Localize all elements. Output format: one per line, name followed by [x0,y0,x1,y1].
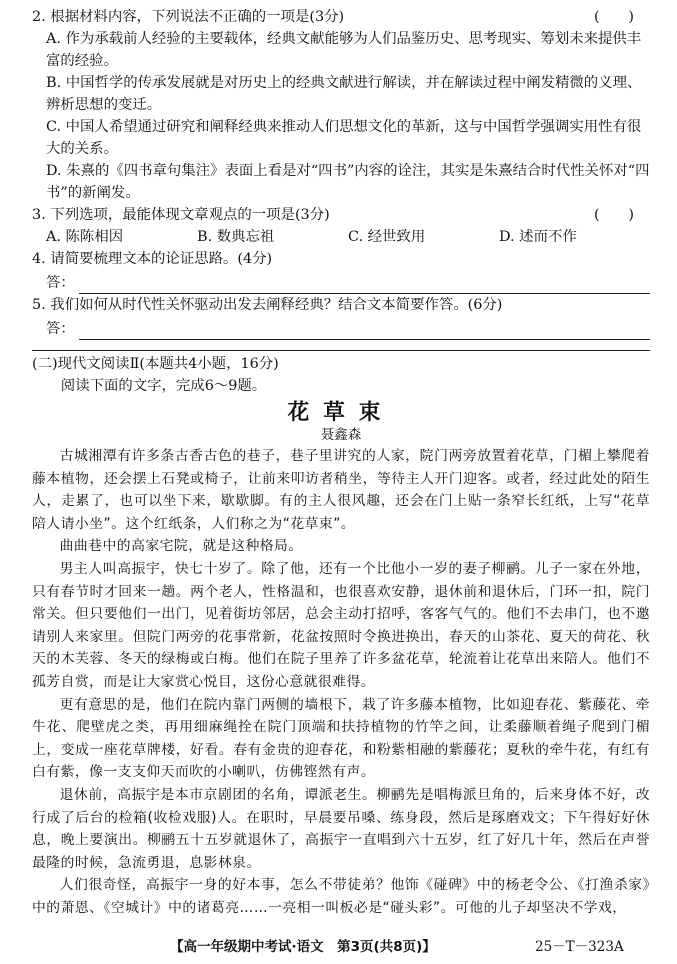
answer-label: 答： [46,275,75,291]
answer-rule [79,277,650,294]
paragraph: 古城湘潭有许多条古香古色的巷子，巷子里讲究的人家，院门两旁放置着花草，门楣上攀爬着藤本植物，还会摆上石凳或椅子，让前来叩访者稍坐，等待主人开门迎客。或者，经过此处的陌生人，走累了，也可以坐下来，歇歇脚。有的主人很风趣，还会在门上贴一条窄长红纸，上写“花草陪人请小坐”。这个红纸条，人们称之为“花草束”。 [32,448,650,532]
option-c: C. 中国人希望通过研究和阐释经典来推动人们思想文化的革新，这与中国哲学强调实用性有很大的关系。 [46,119,642,157]
answer-rule-extra[interactable] [32,340,650,351]
question-3-stem: 3. 下列选项，最能体现文章观点的一项是(3分) [32,207,330,223]
answer-blank[interactable]: ( ) [594,207,635,223]
question-2-stem: 2. 根据材料内容，下列说法不正确的一项是(3分) [32,9,345,25]
paragraph: 更有意思的是，他们在院内靠门两侧的墙根下，栽了许多藤本植物，比如迎春花、紫藤花、牵牛花、爬壁虎之类，再用细麻绳拴在院门顶端和扶持植物的竹竿之间，让柔藤顺着绳子爬到门楣上，变成一座花草牌楼，好看。春有金贵的迎春花，和粉紫相融的紫藤花；夏秋的牵牛花，有红有白有紫，像一支支仰天而吹的小喇叭，仿佛铿然有声。 [32,696,650,781]
question-4-stem: 4. 请简要梳理文本的论证思路。(4分) [32,251,273,267]
footer-code: 25－T－323A [535,939,624,955]
question-2 [32,6,650,204]
article-author: 聂鑫森 [320,427,362,443]
option-d: D. 述而不作 [499,229,577,245]
option-c: C. 经世致用 [348,229,426,245]
article-body [32,445,650,919]
question-3 [32,204,650,248]
footer-page-info: 【高一年级期中考试·语文 第3页(共8页)】 [170,939,436,955]
option-b: B. 数典忘祖 [197,229,275,245]
paragraph: 男主人叫高振宇，快七十岁了。除了他，还有一个比他小一岁的妻子柳鹂。儿子一家在外地，只有春节时才回来一趟。两个老人，性格温和，也很喜欢安静，退休前和退休后，门环一扣，院门常关。但只要他们一出门，见着街坊邻居，总会主动打招呼，客客气气的。他们不去串门，也不邀请别人来家里。但院门两旁的花事常新，花盆按照时令换进换出，春天的山茶花、夏天的荷花、秋天的木芙蓉、冬天的绿梅或白梅。他们在院子里养了许多盆花草，轮流着让花草出来陪人。他们不孤芳自赏，而是让大家赏心悦目，这份心意就很难得。 [32,560,650,690]
section-instruction: 阅读下面的文字，完成6～9题。 [60,378,267,394]
answer-line[interactable] [32,270,650,294]
question-4 [32,248,650,294]
option-b: B. 中国哲学的传承发展就是对历史上的经典文献进行解读，并在解读过程中阐发精微的义理、辨析思想的变迁。 [46,75,642,113]
question-5-stem: 5. 我们如何从时代性关怀驱动出发去阐释经典？结合文本简要作答。(6分) [32,297,503,313]
answer-rule [79,323,650,340]
answer-label: 答： [46,321,75,337]
option-a: A. 作为承载前人经验的主要载体，经典文献能够为人们品鉴历史、思考现实、筹划未来提供丰富的经验。 [46,31,642,69]
option-a: A. 陈陈相因 [46,229,124,245]
paragraph: 曲曲巷中的高家宅院，就是这种格局。 [59,538,303,555]
option-d: D. 朱熹的《四书章句集注》表面上看是对“四书”内容的诠注，其实是朱熹结合时代性关怀对“四书”的新阐发。 [46,163,650,201]
article-title: 花草束 [287,400,395,425]
paragraph: 退休前，高振宇是本市京剧团的名角，谭派老生。柳鹂先是唱梅派旦角的，后来身体不好，改行成了后台的检箱(收检戏服)人。在职时，早晨要吊嗓、练身段，然后是琢磨戏文；下午得好好休息，晚上要演出。柳鹂五十五岁就退休了，高振宇一直唱到六十五岁，红了好几十年，然后在声誉最隆的时候，急流勇退，息影林泉。 [32,786,650,871]
exam-page [32,6,650,919]
question-5 [32,294,650,351]
paragraph: 人们很奇怪，高振宇一身的好本事，怎么不带徒弟？他饰《碰碑》中的杨老令公、《打渔杀家》中的萧恩、《空城计》中的诸葛亮……一亮相一叫板必是“碰头彩”。可他的儿子却坚决不学戏， [32,877,650,916]
answer-blank[interactable]: ( ) [594,9,635,25]
section-heading: (二)现代文阅读Ⅱ(本题共4小题，16分) [32,356,279,372]
question-3-options [32,226,650,248]
answer-line[interactable] [32,316,650,340]
